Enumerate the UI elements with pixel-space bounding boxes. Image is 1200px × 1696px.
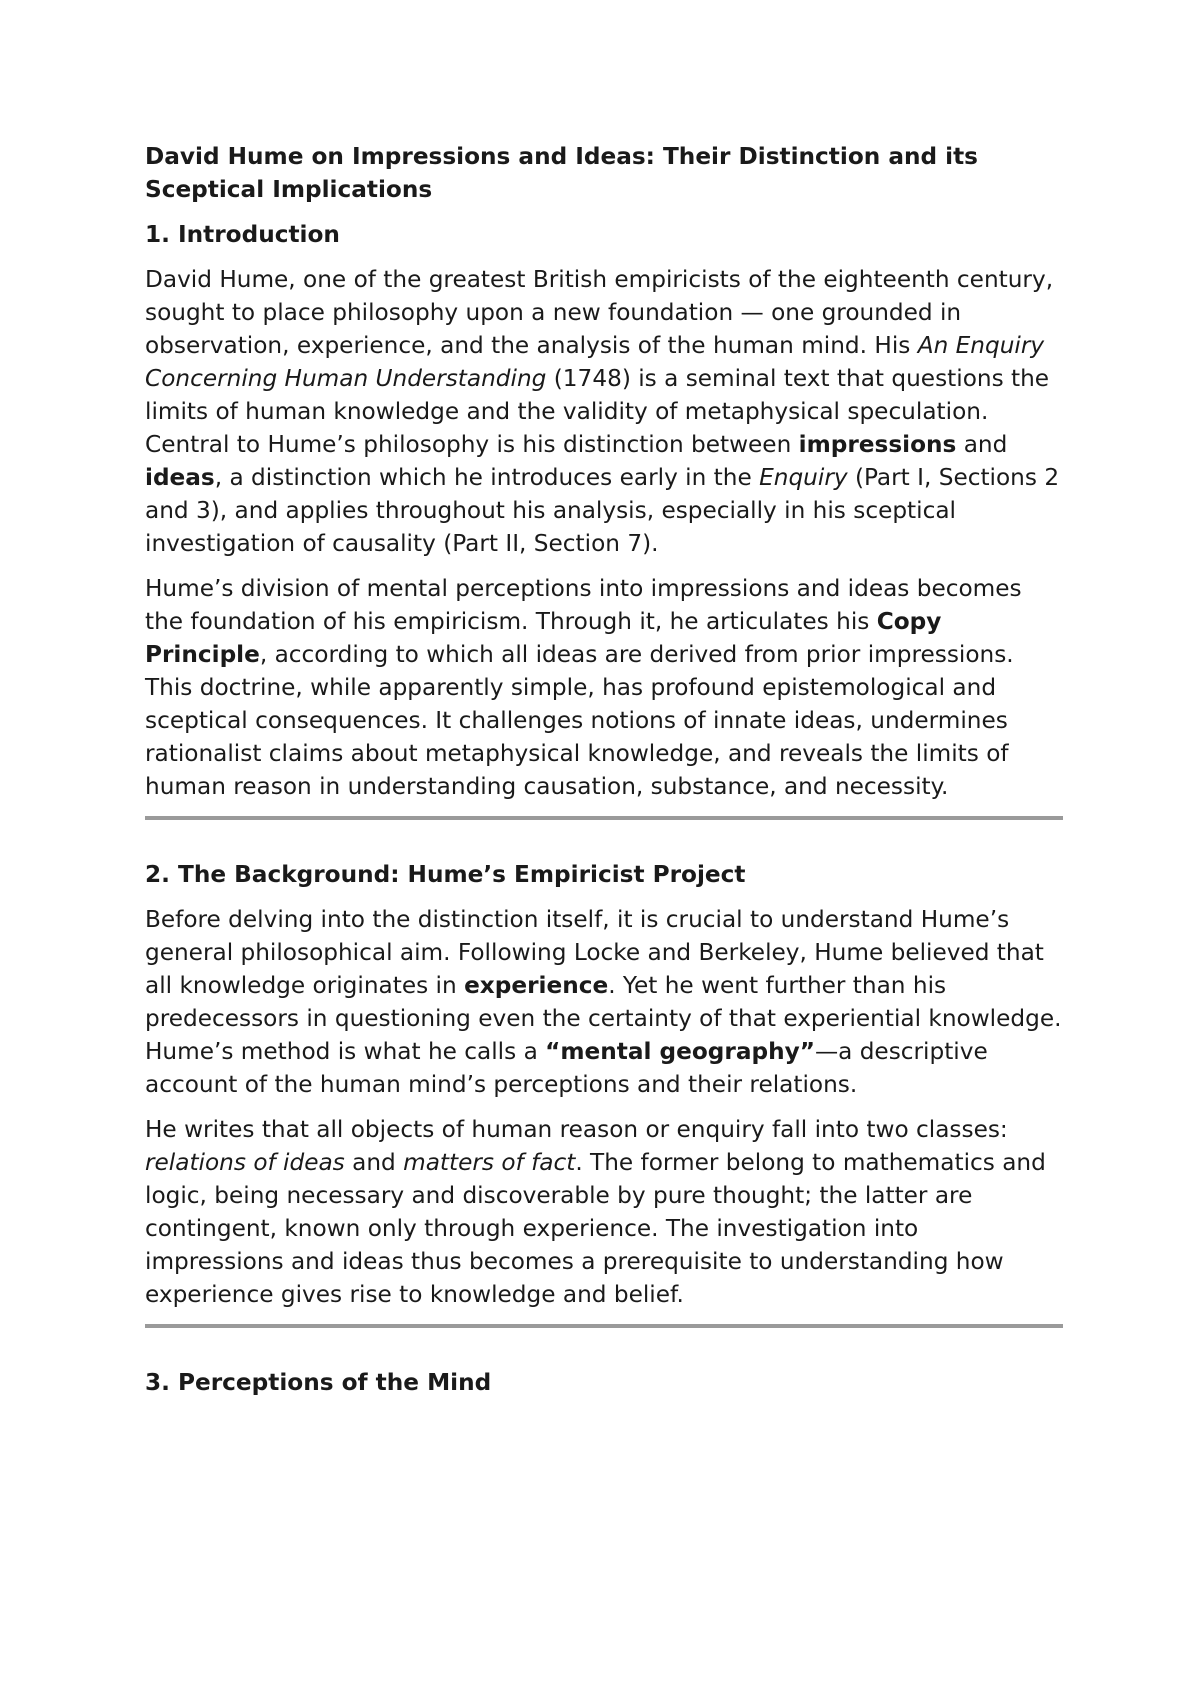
bold-run: “mental geography” xyxy=(545,1038,815,1065)
paragraph xyxy=(145,263,1063,560)
italic-run: Enquiry xyxy=(759,464,848,491)
text-run: (Part I, Sections 2 and 3), and applies throughout his analysis, especially in his sceptical investigation of causality (Part II, Section 7). xyxy=(145,464,1060,557)
paragraph xyxy=(145,903,1063,1101)
bold-run: impressions xyxy=(798,431,957,458)
italic-run: An Enquiry Concerning Human Understanding xyxy=(145,332,1045,392)
bold-run: experience xyxy=(464,972,609,999)
section-heading-perceptions: 3. Perceptions of the Mind xyxy=(145,1369,492,1396)
text-run: , according to which all ideas are derived from prior impressions. This doctrine, while apparently simple, has profound epistemological and sceptical consequences. It challenges notions of innate ideas, undermines rationalist claims about metaphysical knowledge, and reveals the limits of human reason in understanding causation, substance, and necessity. xyxy=(145,641,1014,800)
bold-run: Copy Principle xyxy=(145,608,942,668)
document-title: David Hume on Impressions and Ideas: Their Distinction and its Sceptical Implications xyxy=(145,143,978,203)
text-run: (1748) is a seminal text that questions the limits of human knowledge and the validity of metaphysical speculation. Central to Hume’s philosophy is his distinction between xyxy=(145,365,1050,458)
text-run: David Hume, one of the greatest British empiricists of the eighteenth century, sought to place philosophy upon a new foundation — one grounded in observation, experience, and the analysis of the human mind. His xyxy=(145,266,1054,359)
text-run: He writes that all objects of human reason or enquiry fall into two classes: xyxy=(145,1116,1008,1143)
section-heading-introduction: 1. Introduction xyxy=(145,221,340,248)
text-run: —a descriptive account of the human mind’s perceptions and their relations. xyxy=(145,1038,988,1098)
bold-run: ideas xyxy=(145,464,215,491)
italic-run: relations of ideas xyxy=(145,1149,345,1176)
document-page xyxy=(145,140,1063,1411)
italic-run: matters of fact xyxy=(403,1149,576,1176)
text-run: . The former belong to mathematics and logic, being necessary and discoverable by pure thought; the latter are contingent, known only through experience. The investigation into impressions and ideas thus becomes a prerequisite to understanding how experience gives rise to knowledge and belief. xyxy=(145,1149,1046,1308)
paragraph xyxy=(145,572,1063,803)
text-run: Before delving into the distinction itself, it is crucial to understand Hume’s general philosophical aim. Following Locke and Berkeley, Hume believed that all knowledge originates in xyxy=(145,906,1044,999)
text-run: , a distinction which he introduces early in the xyxy=(214,464,760,491)
section-heading-background: 2. The Background: Hume’s Empiricist Project xyxy=(145,861,746,888)
text-run: Hume’s division of mental perceptions into impressions and ideas becomes the foundation of his empiricism. Through it, he articulates his xyxy=(145,575,1022,635)
section-divider xyxy=(145,1324,1063,1328)
text-run: . Yet he went further than his predecessors in questioning even the certainty of that experiential knowledge. Hume’s method is what he calls a xyxy=(145,972,1062,1065)
text-run: and xyxy=(344,1149,404,1176)
paragraph xyxy=(145,1113,1063,1311)
section-divider xyxy=(145,816,1063,820)
text-run: and xyxy=(956,431,1008,458)
